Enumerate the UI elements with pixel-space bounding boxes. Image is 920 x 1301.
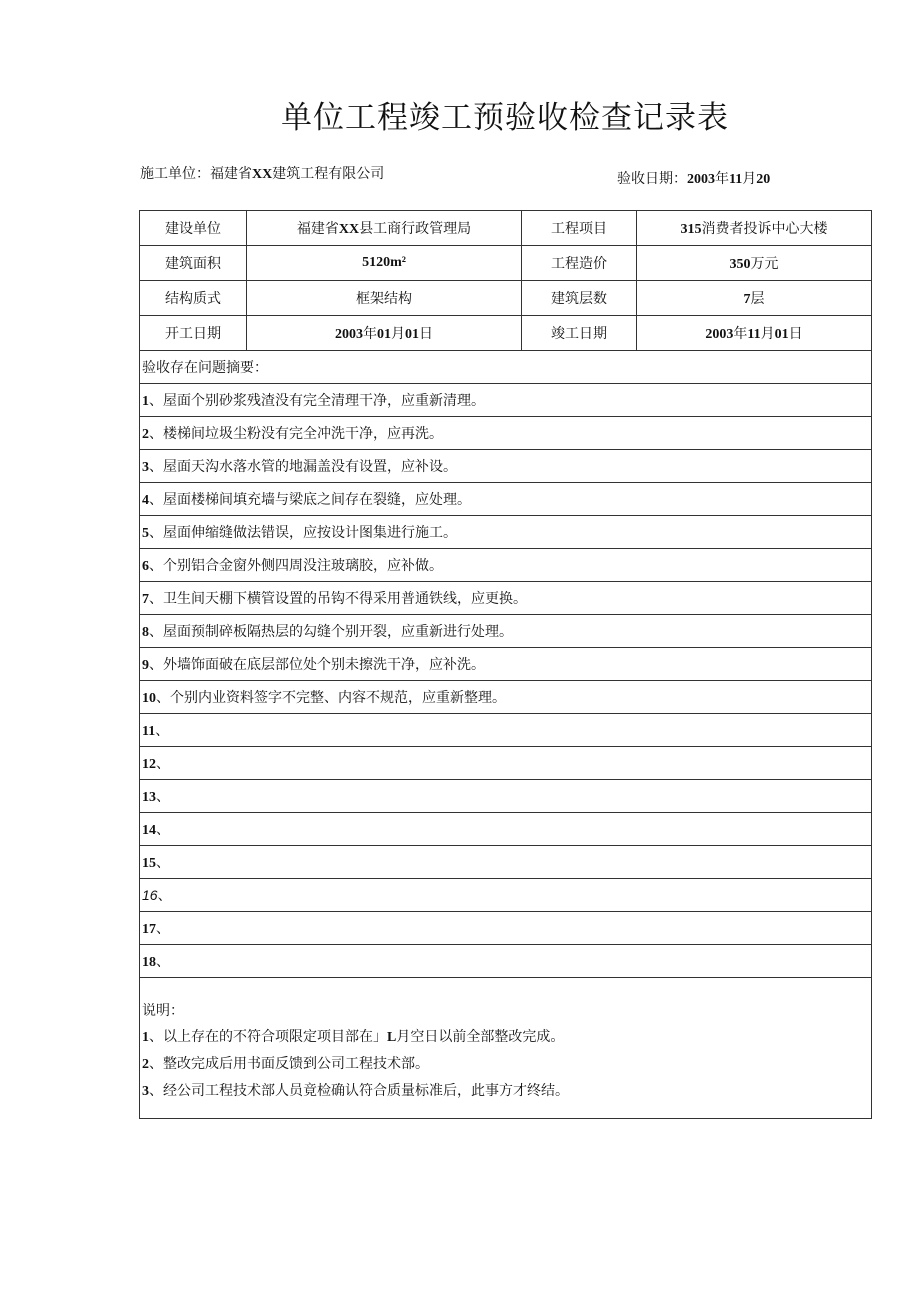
note-number: 1	[142, 1030, 149, 1045]
note-text-bold: L	[387, 1030, 397, 1045]
notes-cell	[140, 978, 872, 1119]
issue-cell	[140, 582, 872, 615]
date-year-unit: 年	[715, 171, 729, 187]
issue-text: 、外墙饰面破在底层部位处个别未擦洗干净，应补洗。	[149, 657, 485, 673]
contractor-name-bold: XX	[252, 167, 273, 182]
value-bold: 315	[680, 222, 702, 237]
issues-list	[140, 384, 872, 978]
issue-row	[140, 879, 872, 912]
contractor	[140, 163, 384, 183]
issue-cell	[140, 813, 872, 846]
year: 2003	[705, 327, 734, 342]
issue-text: 、	[157, 888, 172, 904]
field-value	[637, 211, 872, 246]
issue-number: 12	[142, 757, 156, 772]
field-value	[637, 246, 872, 281]
issue-number: 14	[142, 823, 156, 838]
completion-date-value	[637, 316, 872, 351]
issues-heading-row	[140, 351, 872, 384]
issue-cell	[140, 549, 872, 582]
issue-text: 、	[156, 921, 170, 937]
date-day: 20	[756, 172, 771, 187]
contractor-name-post: 建筑工程有限公司	[272, 166, 385, 182]
issue-number: 10	[142, 691, 156, 706]
issue-cell	[140, 450, 872, 483]
issue-row	[140, 549, 872, 582]
month-unit: 月	[760, 326, 775, 342]
contractor-label: 施工单位：	[140, 166, 210, 182]
field-label: 建设单位	[140, 211, 247, 246]
date-month: 11	[729, 172, 743, 187]
issue-row	[140, 945, 872, 978]
issue-number: 6	[142, 559, 149, 574]
notes-heading: 说明：	[142, 1003, 184, 1019]
inspection-table	[139, 210, 872, 1119]
acceptance-date	[617, 168, 770, 188]
issue-number: 17	[142, 922, 156, 937]
issue-row	[140, 516, 872, 549]
value-post: 层	[750, 291, 765, 307]
day-unit: 日	[419, 326, 433, 342]
notes-row	[140, 978, 872, 1119]
info-row	[140, 211, 872, 246]
issue-text: 、卫生间天棚下横管设置的吊钩不得采用普通铁线，应更换。	[149, 591, 527, 607]
start-date-value	[247, 316, 522, 351]
issue-row	[140, 747, 872, 780]
issue-number: 9	[142, 658, 149, 673]
issue-row	[140, 450, 872, 483]
note-number: 3	[142, 1084, 149, 1099]
info-row	[140, 246, 872, 281]
value-post: 万元	[750, 256, 779, 272]
year-unit: 年	[363, 326, 377, 342]
field-label: 工程造价	[522, 246, 637, 281]
issue-text: 、	[156, 855, 170, 871]
issue-row	[140, 813, 872, 846]
issue-cell	[140, 879, 872, 912]
note-text-post: 月空日以前全部整改完成。	[396, 1029, 565, 1045]
note-item	[142, 1024, 869, 1051]
issue-cell	[140, 780, 872, 813]
issues-heading: 验收存在问题摘要：	[140, 351, 872, 384]
issue-cell	[140, 945, 872, 978]
issue-text: 、楼梯间垃圾尘粉没有完全冲洗干净，应再洗。	[149, 426, 443, 442]
issue-cell	[140, 714, 872, 747]
note-item	[142, 1051, 869, 1078]
issue-text: 、个别铝合金窗外侧四周没注玻璃胶，应补做。	[149, 558, 443, 574]
issue-row	[140, 483, 872, 516]
info-row	[140, 316, 872, 351]
issue-row	[140, 912, 872, 945]
field-label: 建筑层数	[522, 281, 637, 316]
issue-cell	[140, 747, 872, 780]
day-unit: 日	[788, 326, 803, 342]
year: 2003	[335, 327, 363, 342]
issue-number: 3	[142, 460, 149, 475]
issue-text: 、屋面天沟水落水管的地漏盖没有设置，应补设。	[149, 459, 457, 475]
issue-row	[140, 780, 872, 813]
note-text: 、经公司工程技术部人员竟检确认符合质量标准后，此事方才终结。	[149, 1083, 569, 1099]
field-value	[637, 281, 872, 316]
issue-row	[140, 846, 872, 879]
note-item	[142, 1078, 869, 1105]
issue-text: 、屋面伸缩缝做法错误，应按设计图集进行施工。	[149, 525, 457, 541]
issue-number: 4	[142, 493, 149, 508]
issue-cell	[140, 483, 872, 516]
issue-row	[140, 681, 872, 714]
date-year: 2003	[687, 172, 715, 187]
contractor-name-pre: 福建省	[210, 166, 252, 182]
note-number: 2	[142, 1057, 149, 1072]
issue-number: 11	[142, 724, 156, 739]
issue-row	[140, 384, 872, 417]
field-label: 竣工日期	[522, 316, 637, 351]
issue-row	[140, 582, 872, 615]
issue-row	[140, 714, 872, 747]
issue-number: 13	[142, 790, 156, 805]
issue-text: 、	[156, 756, 170, 772]
value-bold: 350	[729, 257, 751, 272]
field-value: 框架结构	[247, 281, 522, 316]
value-bold: 7	[743, 292, 751, 307]
issue-cell	[140, 417, 872, 450]
issue-cell	[140, 681, 872, 714]
value-post: 消费者投诉中心大楼	[701, 221, 828, 237]
issue-text: 、屋面预制碎板隔热层的勾缝个别开裂，应重新进行处理。	[149, 624, 513, 640]
day: 01	[405, 327, 419, 342]
value-bold: XX	[338, 222, 360, 237]
issue-text: 、个别内业资料签字不完整、内容不规范，应重新整理。	[156, 690, 506, 706]
issue-number: 16	[142, 887, 158, 903]
note-text-pre: 、以上存在的不符合项限定项目部在」	[149, 1029, 387, 1045]
issue-row	[140, 615, 872, 648]
issue-row	[140, 648, 872, 681]
issue-number: 1	[142, 394, 149, 409]
issue-cell	[140, 648, 872, 681]
issue-cell	[140, 846, 872, 879]
field-label: 开工日期	[140, 316, 247, 351]
month: 11	[747, 327, 761, 342]
date-month-unit: 月	[742, 171, 757, 187]
issue-number: 15	[142, 856, 156, 871]
issue-cell	[140, 615, 872, 648]
date-label: 验收日期：	[617, 171, 687, 187]
issue-text: 、	[156, 954, 170, 970]
info-row	[140, 281, 872, 316]
issue-text: 、	[155, 723, 170, 739]
issue-cell	[140, 516, 872, 549]
issue-text: 、	[156, 789, 170, 805]
field-label: 结构质式	[140, 281, 247, 316]
page-title: 单位工程竣工预验收检查记录表	[281, 100, 729, 136]
field-label: 建筑面积	[140, 246, 247, 281]
issue-row	[140, 417, 872, 450]
month: 01	[377, 327, 391, 342]
issue-text: 、屋面个别砂浆残渣没有完全清理干净，应重新清理。	[149, 393, 485, 409]
issue-number: 2	[142, 427, 149, 442]
year-unit: 年	[733, 326, 748, 342]
issue-text: 、屋面楼梯间填充墙与梁底之间存在裂缝，应处理。	[149, 492, 471, 508]
issue-number: 18	[142, 955, 156, 970]
value-pre: 福建省	[296, 221, 339, 237]
issue-number: 5	[142, 526, 149, 541]
month-unit: 月	[391, 326, 405, 342]
issue-number: 8	[142, 625, 149, 640]
note-text: 、整改完成后用书面反馈到公司工程技术部。	[149, 1056, 429, 1072]
value-post: 县工商行政管理局	[359, 221, 472, 237]
field-label: 工程项目	[522, 211, 637, 246]
issue-text: 、	[156, 822, 170, 838]
field-value	[247, 211, 522, 246]
day: 01	[774, 327, 789, 342]
field-value: 5120m²	[247, 246, 522, 281]
issue-cell	[140, 384, 872, 417]
issue-cell	[140, 912, 872, 945]
issue-number: 7	[142, 592, 149, 607]
